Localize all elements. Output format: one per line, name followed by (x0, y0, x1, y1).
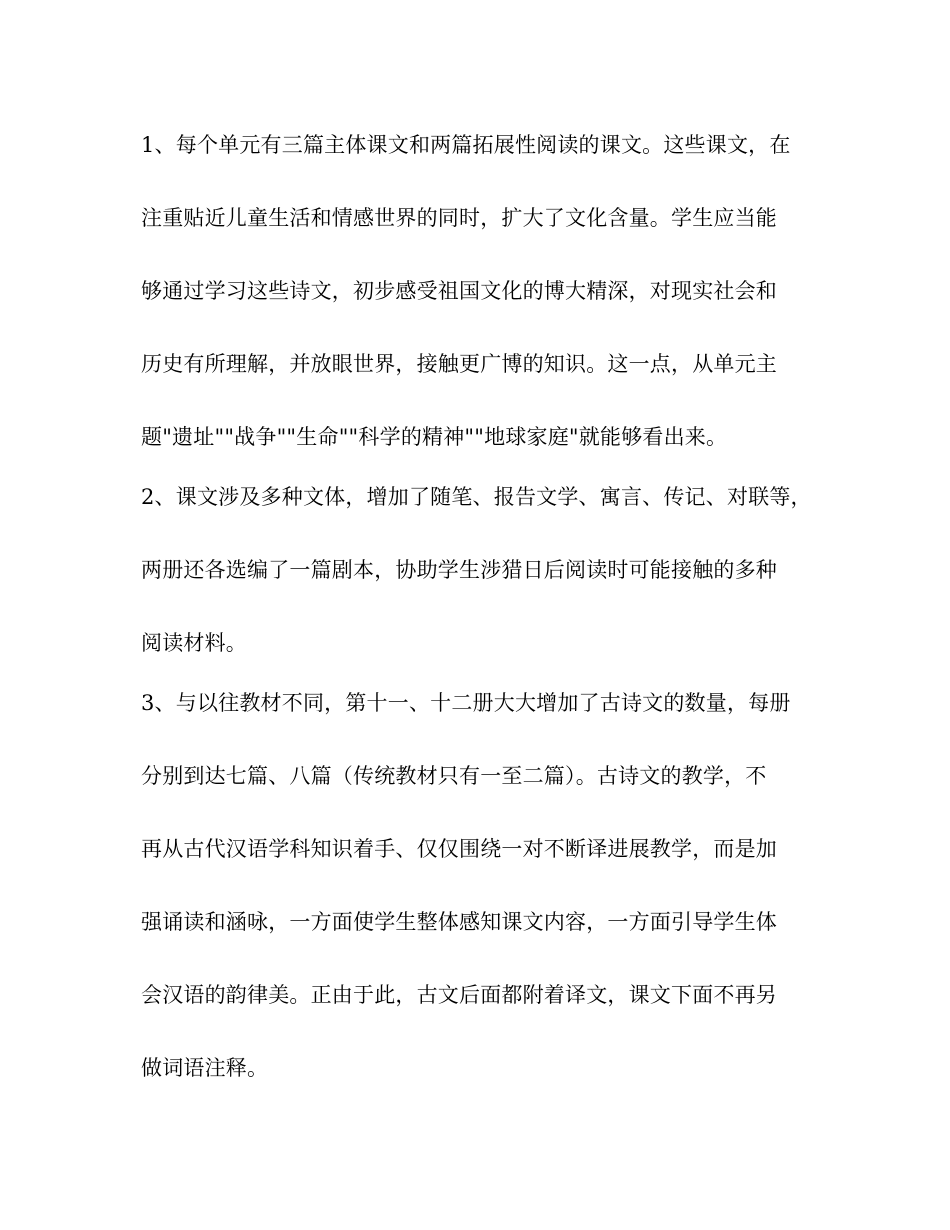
paragraph-3-line-1: 3、与以往教材不同，第十一、十二册大大增加了古诗文的数量，每册 (141, 691, 791, 715)
paragraph-3-line-5: 会汉语的韵律美。正由于此，古文后面都附着译文，课文下面不再另 (141, 983, 777, 1007)
paragraph-3-line-4: 强诵读和涵咏，一方面使学生整体感知课文内容，一方面引导学生体 (141, 910, 777, 934)
paragraph-3-line-3: 再从古代汉语学科知识着手、仅仅围绕一对不断译进展教学，而是加 (141, 837, 777, 861)
paragraph-2-line-3: 阅读材料。 (141, 631, 247, 655)
paragraph-2-line-2: 两册还各选编了一篇剧本，协助学生涉猎日后阅读时可能接触的多种 (141, 558, 777, 582)
paragraph-1-line-5: 题"遗址""战争""生命""科学的精神""地球家庭"就能够看出来。 (141, 425, 728, 449)
paragraph-1-line-3: 够通过学习这些诗文，初步感受祖国文化的博大精深，对现实社会和 (141, 279, 777, 303)
paragraph-1-line-4: 历史有所理解，并放眼世界，接触更广博的知识。这一点，从单元主 (141, 352, 777, 376)
paragraph-1-line-2: 注重贴近儿童生活和情感世界的同时，扩大了文化含量。学生应当能 (141, 206, 777, 230)
paragraph-3-line-2: 分别到达七篇、八篇（传统教材只有一至二篇）。古诗文的教学，不 (141, 764, 767, 788)
paragraph-2-line-1: 2、课文涉及多种文体，增加了随笔、报告文学、寓言、传记、对联等， (141, 485, 812, 509)
paragraph-1-line-1: 1、每个单元有三篇主体课文和两篇拓展性阅读的课文。这些课文，在 (141, 133, 791, 157)
paragraph-3-line-6: 做词语注释。 (141, 1056, 269, 1080)
